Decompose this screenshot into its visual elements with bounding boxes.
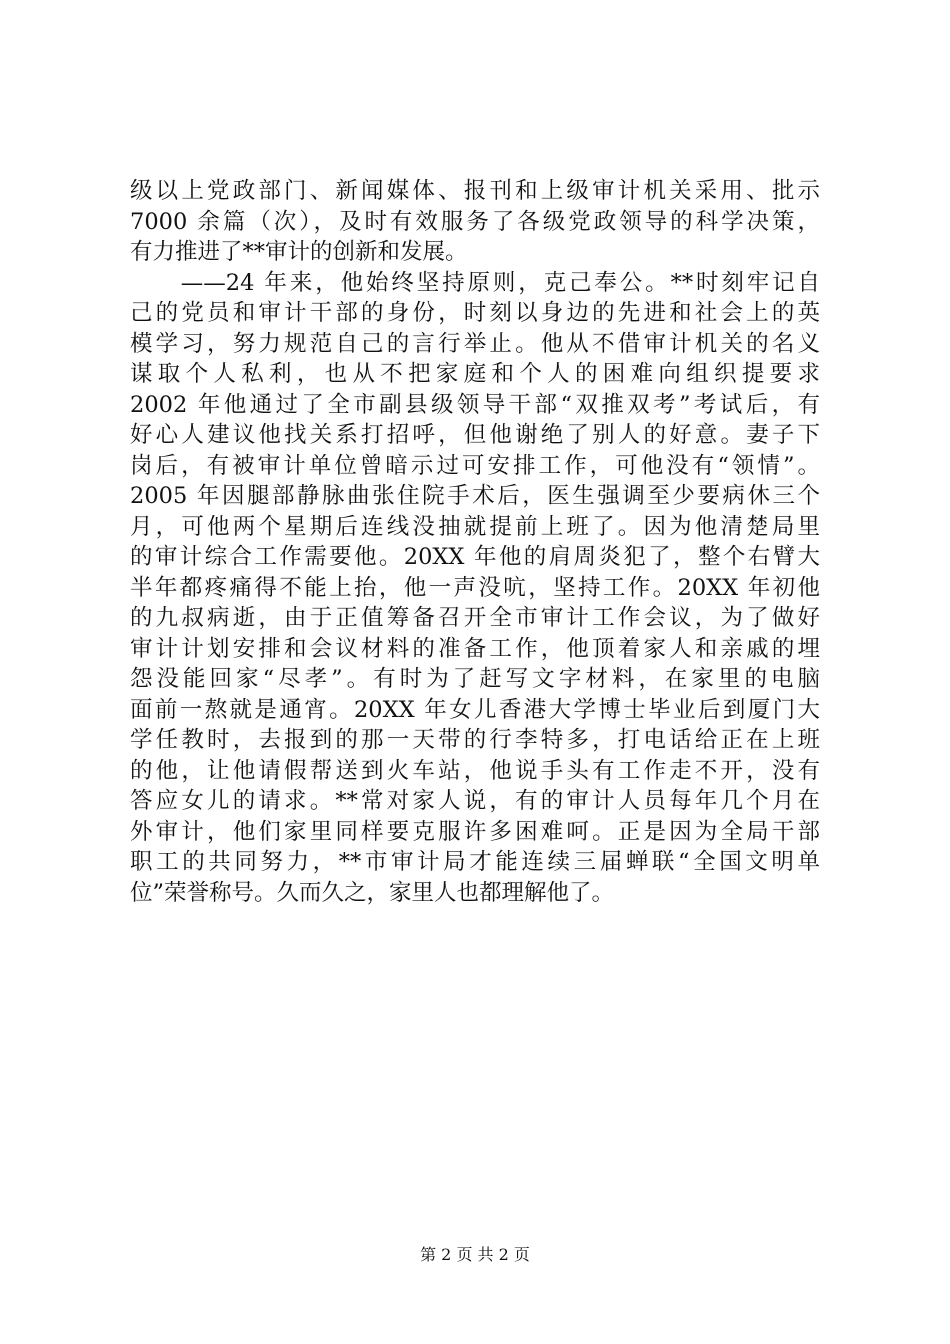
text-line: 模学习，努力规范自己的言行举止。他从不借审计机关的名义 xyxy=(130,330,820,357)
text-line: 岗后，有被审计单位曾暗示过可安排工作，可他没有“领情”。 xyxy=(130,452,820,479)
body-text xyxy=(130,176,820,908)
text-line: 怨没能回家“尽孝”。有时为了赶写文字材料，在家里的电脑 xyxy=(130,666,820,692)
text-line: 2005 年因腿部静脉曲张住院手术后，医生强调至少要病休三个 xyxy=(130,483,820,509)
text-line: ——24 年来，他始终坚持原则，克己奉公。**时刻牢记自 xyxy=(130,269,820,296)
text-line: 答应女儿的请求。**常对家人说，有的审计人员每年几个月在 xyxy=(130,788,820,814)
text-line: 谋取个人私利，也从不把家庭和个人的困难向组织提要求 xyxy=(130,361,820,387)
text-line: 有力推进了**审计的创新和发展。 xyxy=(130,239,468,265)
text-line: 半年都疼痛得不能上抬，他一声没吭，坚持工作。20XX 年初他 xyxy=(130,574,820,601)
text-line: 己的党员和审计干部的身份，时刻以身边的先进和社会上的英 xyxy=(130,300,820,326)
text-line: 的审计综合工作需要他。20XX 年他的肩周炎犯了，整个右臂大 xyxy=(130,544,820,570)
text-line: 审计计划安排和会议材料的准备工作，他顶着家人和亲戚的埋 xyxy=(130,635,820,662)
text-line: 学任教时，去报到的那一天带的行李特多，打电话给正在上班 xyxy=(130,727,820,753)
text-line: 级以上党政部门、新闻媒体、报刊和上级审计机关采用、批示 xyxy=(130,178,820,204)
text-line: 的九叔病逝，由于正值筹备召开全市审计工作会议，为了做好 xyxy=(130,605,820,631)
text-line: 2002 年他通过了全市副县级领导干部“双推双考”考试后，有 xyxy=(130,391,820,418)
page-number: 第 2 页 共 2 页 xyxy=(420,1245,530,1264)
text-line: 好心人建议他找关系打招呼，但他谢绝了别人的好意。妻子下 xyxy=(130,422,820,448)
text-line: 外审计，他们家里同样要克服许多困难呵。正是因为全局干部 xyxy=(130,818,820,845)
text-line: 的他，让他请假帮送到火车站，他说手头有工作走不开，没有 xyxy=(130,757,820,784)
text-line: 面前一熬就是通宵。20XX 年女儿香港大学博士毕业后到厦门大 xyxy=(130,696,820,723)
text-line: 月，可他两个星期后连线没抽就提前上班了。因为他清楚局里 xyxy=(130,513,820,540)
text-line: 7000 余篇（次），及时有效服务了各级党政领导的科学决策， xyxy=(130,208,820,235)
page-footer xyxy=(0,1245,950,1265)
text-line: 位”荣誉称号。久而久之，家里人也都理解他了。 xyxy=(130,879,615,906)
text-line: 职工的共同努力，**市审计局才能连续三届蝉联“全国文明单 xyxy=(130,849,820,875)
